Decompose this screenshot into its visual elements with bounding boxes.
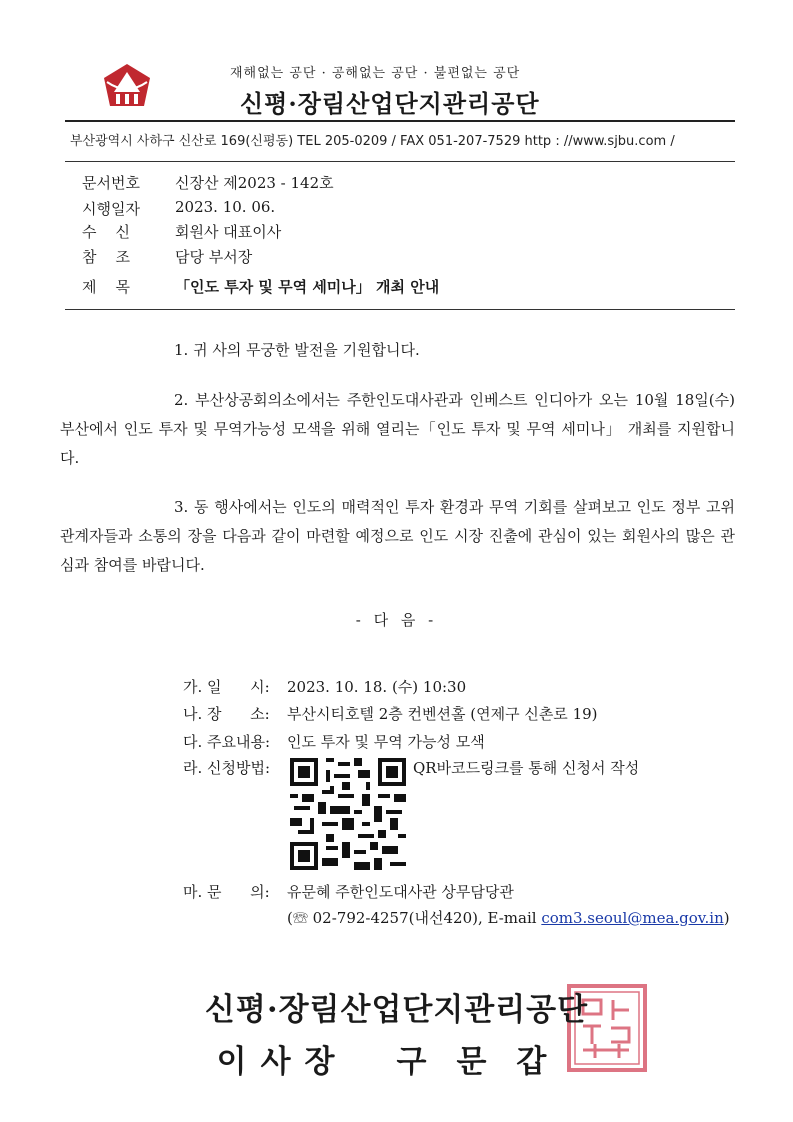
phone-suffix: )	[723, 909, 730, 927]
subject-label: 제 목	[82, 278, 131, 296]
signature-name: 구문갑	[396, 1044, 577, 1080]
reference-label: 참 조	[82, 248, 131, 266]
meta-divider	[65, 309, 735, 310]
apply-value: QR바코드링크를 통해 신청서 작성	[413, 759, 640, 777]
date-label: 시행일자	[82, 200, 140, 218]
topic-label: 다. 주요내용:	[183, 733, 271, 751]
where-value: 부산시티호텔 2층 컨벤션홀 (연제구 신촌로 19)	[287, 705, 598, 723]
slogan: 재해없는 공단 · 공해없는 공단 · 불편없는 공단	[230, 66, 521, 81]
org-logo-icon	[102, 62, 152, 108]
recipient-label: 수 신	[82, 223, 131, 241]
subject-value: 「인도 투자 및 무역 세미나」 개최 안내	[175, 278, 440, 296]
qr-code-icon[interactable]	[289, 758, 407, 870]
signature-title: 이사장	[216, 1044, 349, 1080]
when-value: 2023. 10. 18. (수) 10:30	[287, 678, 467, 696]
paragraph-3-text: 3. 동 행사에서는 인도의 매력적인 투자 환경과 무역 기회를 살펴보고 인도 정부 고위 관계자들과 소통의 장을 다음과 같이 마련할 예정으로 인도 시장 진출에 관심이 있는 회원사의 많은 관심과 참여를 바랍니다.	[60, 498, 735, 574]
details-heading: - 다 음 -	[355, 611, 438, 629]
recipient-value: 회원사 대표이사	[175, 223, 282, 241]
org-title: 신평·장림산업단지관리공단	[240, 89, 540, 118]
paragraph-3	[60, 493, 735, 580]
paragraph-2	[60, 386, 735, 473]
where-label: 나. 장 소:	[183, 705, 270, 723]
contact-phone-line	[287, 907, 730, 928]
apply-label: 라. 신청방법:	[183, 759, 271, 777]
doc-number-label: 문서번호	[82, 174, 140, 192]
address-divider	[65, 161, 735, 162]
signature-line	[0, 1036, 793, 1081]
contact-label: 마. 문 의:	[183, 883, 270, 901]
email-link[interactable]: com3.seoul@mea.gov.in	[541, 909, 724, 927]
header-divider	[65, 120, 735, 122]
topic-value: 인도 투자 및 무역 가능성 모색	[287, 733, 485, 751]
contact-value: 유문혜 주한인도대사관 상무담당관	[287, 883, 514, 901]
when-label: 가. 일 시:	[183, 678, 270, 696]
address-line: 부산광역시 사하구 신산로 169(신평동) TEL 205-0209 / FAX 051-207-7529 http : //www.sjbu.com /	[70, 134, 675, 149]
paragraph-2-text: 2. 부산상공회의소에서는 주한인도대사관과 인베스트 인디아가 오는 10월 18일(수) 부산에서 인도 투자 및 무역가능성 모색을 위해 열리는「인도 투자 및 무역 세미나」 개최를 지원합니다.	[60, 391, 735, 467]
phone-text: (☏ 02-792-4257(내선420), E-mail	[287, 909, 542, 927]
date-value: 2023. 10. 06.	[175, 198, 276, 216]
paragraph-1: 1. 귀 사의 무궁한 발전을 기원합니다.	[174, 341, 420, 359]
signature-org: 신평·장림산업단지관리공단	[204, 992, 589, 1028]
reference-value: 담당 부서장	[175, 248, 253, 266]
doc-number-value: 신장산 제2023 - 142호	[175, 174, 334, 192]
